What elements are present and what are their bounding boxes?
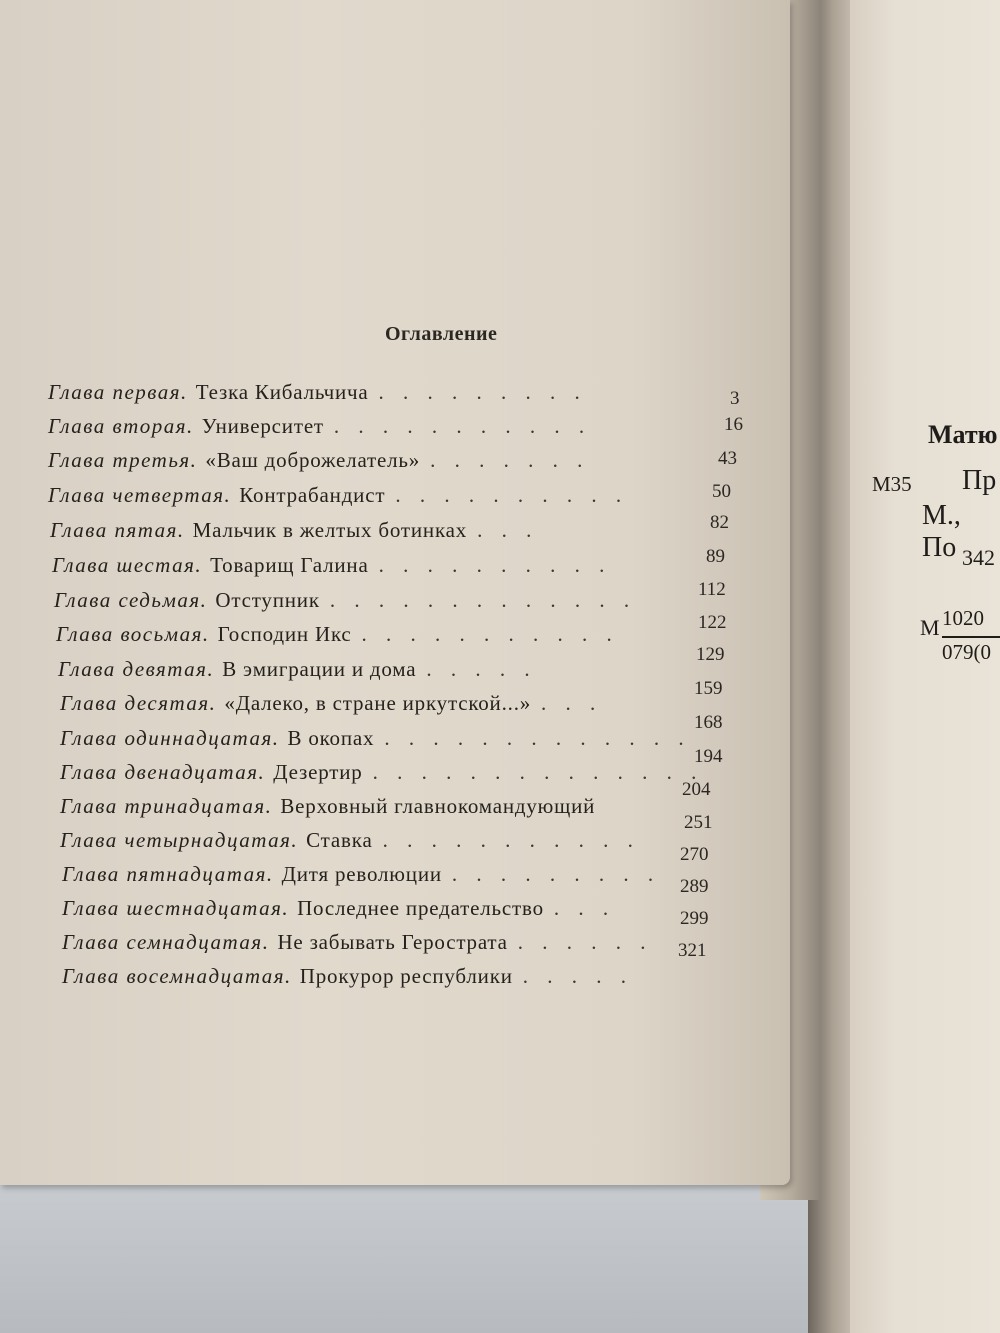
chapter-number: Глава семнадцатая. xyxy=(62,930,270,954)
dot-leader: . . . . . xyxy=(522,964,633,988)
catalog-code: М35 xyxy=(872,472,912,496)
chapter-title: В эмиграции и дома xyxy=(222,657,417,681)
chapter-number: Глава третья. xyxy=(48,448,198,472)
chapter-title: Последнее предательство xyxy=(297,896,544,920)
chapter-number: Глава первая. xyxy=(48,380,188,404)
dot-leader: . . . . . . xyxy=(517,930,653,954)
toc-entry xyxy=(52,553,752,583)
dot-leader: . . . . . xyxy=(426,657,537,681)
page-number: 82 xyxy=(710,512,729,533)
page-number: 129 xyxy=(696,644,725,665)
catalog-author: Матю xyxy=(928,420,998,449)
page-number: 3 xyxy=(730,388,740,409)
chapter-title: Господин Икс xyxy=(217,622,352,646)
chapter-number: Глава девятая. xyxy=(58,657,215,681)
catalog-title: Пр xyxy=(962,465,997,496)
page-number: 50 xyxy=(712,481,731,502)
chapter-number: Глава четвертая. xyxy=(48,483,232,507)
chapter-title: «Далеко, в стране иркутской...» xyxy=(224,691,532,715)
toc-entry xyxy=(60,760,760,790)
dot-leader: . . . . . . . . . xyxy=(378,380,587,404)
dot-leader: . . . . . . . . . . . . . xyxy=(329,588,637,612)
catalog-numerator: 1020 xyxy=(942,606,984,630)
chapter-title: Ставка xyxy=(306,828,373,852)
toc-entry xyxy=(60,794,760,824)
toc-heading: Оглавление xyxy=(385,323,498,345)
dot-leader: . . . . . . . . . . . . . . xyxy=(372,760,704,784)
dot-leader: . . . . . . . . . . xyxy=(395,483,629,507)
page-number: 321 xyxy=(678,940,707,961)
chapter-title: Университет xyxy=(201,414,324,438)
dot-leader: . . . . . . . xyxy=(430,448,590,472)
chapter-number: Глава вторая. xyxy=(48,414,194,438)
toc-entry xyxy=(58,657,758,687)
page-number: 289 xyxy=(680,876,709,897)
chapter-number: Глава пятая. xyxy=(50,518,185,542)
toc-entry xyxy=(60,726,760,756)
dot-leader: . . . xyxy=(553,896,616,920)
chapter-title: Дитя революции xyxy=(281,862,442,886)
chapter-number: Глава шестая. xyxy=(52,553,203,577)
toc-entry xyxy=(62,862,762,892)
chapter-title: Верховный главнокомандующий xyxy=(280,794,596,818)
dot-leader: . . . . . . . . . xyxy=(451,862,661,886)
page-number: 89 xyxy=(706,546,725,567)
chapter-number: Глава восемнадцатая. xyxy=(62,964,292,988)
chapter-number: Глава одиннадцатая. xyxy=(60,726,280,750)
dot-leader: . . . . . . . . . . . . . xyxy=(384,726,691,750)
chapter-title: Товарищ Галина xyxy=(210,553,369,577)
toc-entry xyxy=(54,588,754,618)
page-number: 122 xyxy=(698,612,727,633)
chapter-title: Отступник xyxy=(215,588,320,612)
dot-leader: . . . . . . . . . . . xyxy=(361,622,619,646)
chapter-title: Мальчик в желтых ботинках xyxy=(192,518,468,542)
right-page xyxy=(850,0,1000,1333)
chapter-number: Глава десятая. xyxy=(60,691,217,715)
toc-entry xyxy=(50,518,750,548)
dot-leader: . . . xyxy=(477,518,539,542)
page-number: 112 xyxy=(698,579,726,600)
toc-entry xyxy=(48,380,748,410)
toc-entry xyxy=(62,896,762,926)
chapter-title: Контрабандист xyxy=(239,483,386,507)
catalog-index-letter: М xyxy=(920,615,940,640)
catalog-pages: 342 xyxy=(962,545,995,570)
chapter-title: В окопах xyxy=(287,726,375,750)
chapter-number: Глава пятнадцатая. xyxy=(62,862,274,886)
chapter-title: Прокурор республики xyxy=(299,964,513,988)
chapter-number: Глава двенадцатая. xyxy=(60,760,266,784)
page-number: 168 xyxy=(694,712,723,733)
page-number: 194 xyxy=(694,746,723,767)
toc-entry xyxy=(48,414,748,444)
toc-entry xyxy=(48,483,748,513)
toc-entry xyxy=(60,691,760,721)
dot-leader: . . . . . . . . . . . xyxy=(333,414,592,438)
chapter-number: Глава тринадцатая. xyxy=(60,794,273,818)
page-number: 251 xyxy=(684,812,713,833)
chapter-title: Не забывать Герострата xyxy=(277,930,508,954)
chapter-number: Глава седьмая. xyxy=(54,588,208,612)
toc-entry xyxy=(60,828,760,858)
dot-leader: . . . xyxy=(541,691,603,715)
page-number: 270 xyxy=(680,844,709,865)
dot-leader: . . . . . . . . . . . xyxy=(382,828,640,852)
page-number: 43 xyxy=(718,448,737,469)
chapter-title: «Ваш доброжелатель» xyxy=(205,448,421,472)
page-number: 299 xyxy=(680,908,709,929)
toc-entry xyxy=(62,964,762,994)
chapter-title: Тезка Кибальчича xyxy=(195,380,369,404)
page-number: 16 xyxy=(724,414,743,435)
dot-leader: . . . . . . . . . . xyxy=(378,553,612,577)
catalog-fraction-line xyxy=(942,636,1000,638)
toc-entry xyxy=(62,930,762,960)
chapter-number: Глава восьмая. xyxy=(56,622,210,646)
toc-entry xyxy=(56,622,756,652)
toc-entry xyxy=(48,448,748,478)
chapter-number: Глава шестнадцатая. xyxy=(62,896,290,920)
page-number: 159 xyxy=(694,678,723,699)
chapter-title: Дезертир xyxy=(273,760,363,784)
chapter-number: Глава четырнадцатая. xyxy=(60,828,299,852)
catalog-publisher: М., По xyxy=(922,500,961,563)
page-number: 204 xyxy=(682,779,711,800)
catalog-denominator: 079(0 xyxy=(942,640,991,664)
